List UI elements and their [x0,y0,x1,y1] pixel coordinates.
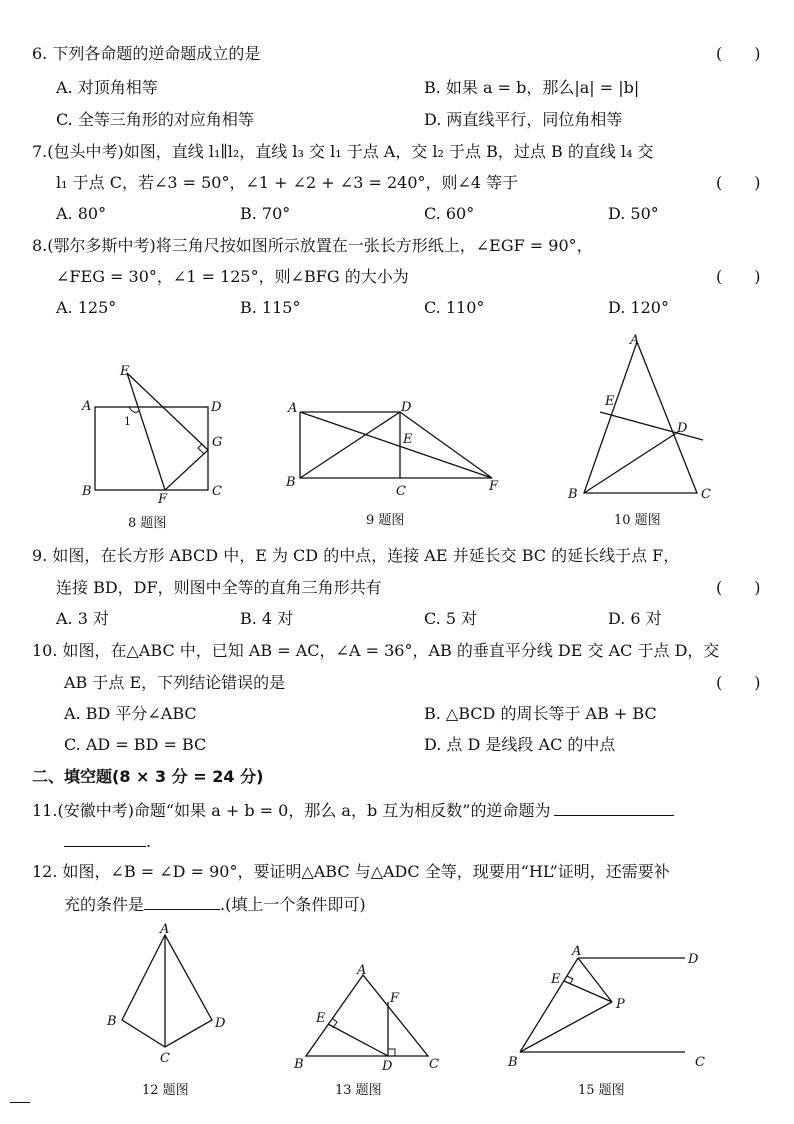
fig15-label-d: D [688,952,699,967]
fig10-triangle [584,342,697,493]
q6-option-a: A. 对顶角相等 [56,78,158,97]
fig12-label-a: A [160,922,170,937]
q11-answer-blank[interactable] [554,799,674,816]
figure-8 [70,355,240,535]
fig8-label-c: C [212,484,222,499]
q9-line1: 9. 如图，在长方形 ABCD 中，E 为 CD 的中点，连接 AE 并延长交 BC 的延长线于点 F， [32,546,680,565]
q8-option-c: C. 110° [424,298,485,317]
fig15-line-ap [578,958,612,1002]
fig13-label-d: D [382,1059,393,1074]
fig10-bisector [600,412,703,440]
fig9-label-e: E [403,432,413,447]
q8-answer-paren[interactable]: ( ) [716,267,761,286]
q7-line2: l₁ 于点 C，若∠3 = 50°，∠1 + ∠2 + ∠3 = 240°，则∠4 等于 [56,173,519,192]
fig10-label-b: B [568,487,578,502]
fig8-label-e: E [120,364,130,379]
fig10-label-a: A [630,333,640,348]
q7-option-d: D. 50° [608,204,659,223]
fig8-label-b: B [82,484,92,499]
q7-option-b: B. 70° [240,204,291,223]
fig13-label-c: C [429,1057,439,1072]
fig10-label-e: E [605,394,615,409]
fig8-label-1: 1 [124,415,131,428]
q7-line1: 7.(包头中考)如图，直线 l₁∥l₂，直线 l₃ 交 l₁ 于点 A，交 l₂ 于点 B，过点 B 的直线 l₄ 交 [32,142,654,161]
fig12-label-b: B [107,1014,117,1029]
fig13-label-a: A [357,963,367,978]
q7-option-a: A. 80° [56,204,107,223]
fig15-label-e: E [551,972,561,987]
q10-line2: AB 于点 E，下列结论错误的是 [64,673,286,692]
q9-option-a: A. 3 对 [56,609,109,628]
q9-option-c: C. 5 对 [424,609,478,628]
fig10-label-c: C [701,487,711,502]
fig12-caption: 12 题图 [142,1083,189,1098]
q12-text-end: .(填上一个条件即可) [220,895,366,914]
q10-option-a: A. BD 平分∠ABC [64,704,197,723]
q11-answer-blank-cont[interactable] [64,830,146,847]
fig10-line-bd [584,432,678,493]
fig8-triangle [127,373,208,490]
fig15-label-c: C [695,1055,705,1070]
fig9-line-af [300,412,492,478]
q12-line1: 12. 如图，∠B = ∠D = 90°，要证明△ABC 与△ADC 全等，现要用“HL”证明，还需要补 [32,862,670,881]
q10-answer-paren[interactable]: ( ) [716,673,761,692]
q11-period: . [146,832,152,851]
fig9-label-f: F [489,479,499,494]
q8-option-d: D. 120° [608,298,669,317]
fig9-label-c: C [396,484,406,499]
q8-line2: ∠FEG = 30°，∠1 = 125°，则∠BFG 的大小为 [56,267,409,286]
q9-option-d: D. 6 对 [608,609,662,628]
fig10-label-d: D [677,421,688,436]
fig9-line-bd [300,412,400,478]
fig9-label-b: B [286,475,296,490]
q9-line2: 连接 BD，DF，则图中全等的直角三角形共有 [56,578,382,597]
q6-option-b: B. 如果 a = b，那么|a| = |b| [424,78,640,97]
page-edge-mark [10,1102,30,1103]
figure-15 [500,940,720,1105]
q10-line1: 10. 如图，在△ABC 中，已知 AB = AC，∠A = 36°，AB 的垂直平分线 DE 交 AC 于点 D，交 [32,641,720,660]
fig13-label-b: B [294,1057,304,1072]
fig15-line-bp [520,1002,612,1052]
q9-answer-paren[interactable]: ( ) [716,578,761,597]
fig9-line-df [400,412,492,478]
q11-line1 [32,799,674,821]
fig15-label-b: B [508,1055,518,1070]
figure-10 [560,330,730,535]
q12-text-start: 充的条件是 [64,895,145,914]
fig15-line-ab [520,958,578,1052]
fig15-caption: 15 题图 [578,1083,625,1098]
q10-option-b: B. △BCD 的周长等于 AB + BC [424,704,657,723]
fig12-quadrilateral [122,935,212,1047]
fig13-label-e: E [316,1011,326,1026]
q8-line1: 8.(鄂尔多斯中考)将三角尺按如图所示放置在一张长方形纸上，∠EGF = 90°， [32,236,593,255]
q6-option-c: C. 全等三角形的对应角相等 [56,110,254,129]
figure-9 [280,390,510,535]
fig8-label-g: G [212,435,223,450]
fig13-line-ed [328,1024,388,1056]
q10-option-d: D. 点 D 是线段 AC 的中点 [424,735,616,754]
fig8-label-f: F [158,492,168,507]
q10-option-c: C. AD = BD = BC [64,735,207,754]
q11-line2 [64,830,151,852]
fig13-right-angle-d [388,1049,395,1056]
q8-option-b: B. 115° [240,298,301,317]
fig13-label-f: F [390,991,400,1006]
fig15-label-p: P [616,997,625,1012]
fig15-label-a: A [572,944,582,959]
q8-option-a: A. 125° [56,298,117,317]
q7-option-c: C. 60° [424,204,475,223]
fig8-angle-arc [129,407,139,412]
section-2-heading: 二、填空题(8 × 3 分 = 24 分) [32,767,264,786]
q7-answer-paren[interactable]: ( ) [716,173,761,192]
fig8-label-a: A [82,399,92,414]
fig8-caption: 8 题图 [128,516,167,531]
q12-answer-blank[interactable] [144,893,220,910]
fig8-label-d: D [211,400,222,415]
q12-line2 [64,893,366,915]
q11-text: 11.(安徽中考)命题“如果 a + b = 0，那么 a，b 互为相反数”的逆命题为 [32,801,551,820]
figure-13 [290,960,450,1105]
q6-stem: 6. 下列各命题的逆命题成立的是 [32,44,261,63]
fig12-label-d: D [215,1016,226,1031]
fig15-line-ep [564,981,612,1002]
fig13-caption: 13 题图 [335,1083,382,1098]
fig9-label-a: A [288,401,298,416]
fig9-label-d: D [401,400,412,415]
figure-12 [100,920,250,1105]
q9-option-b: B. 4 对 [240,609,294,628]
fig12-label-c: C [160,1051,170,1066]
fig9-caption: 9 题图 [366,513,405,528]
fig10-caption: 10 题图 [614,513,661,528]
q6-answer-paren[interactable]: ( ) [716,44,761,63]
q6-option-d: D. 两直线平行，同位角相等 [424,110,623,129]
